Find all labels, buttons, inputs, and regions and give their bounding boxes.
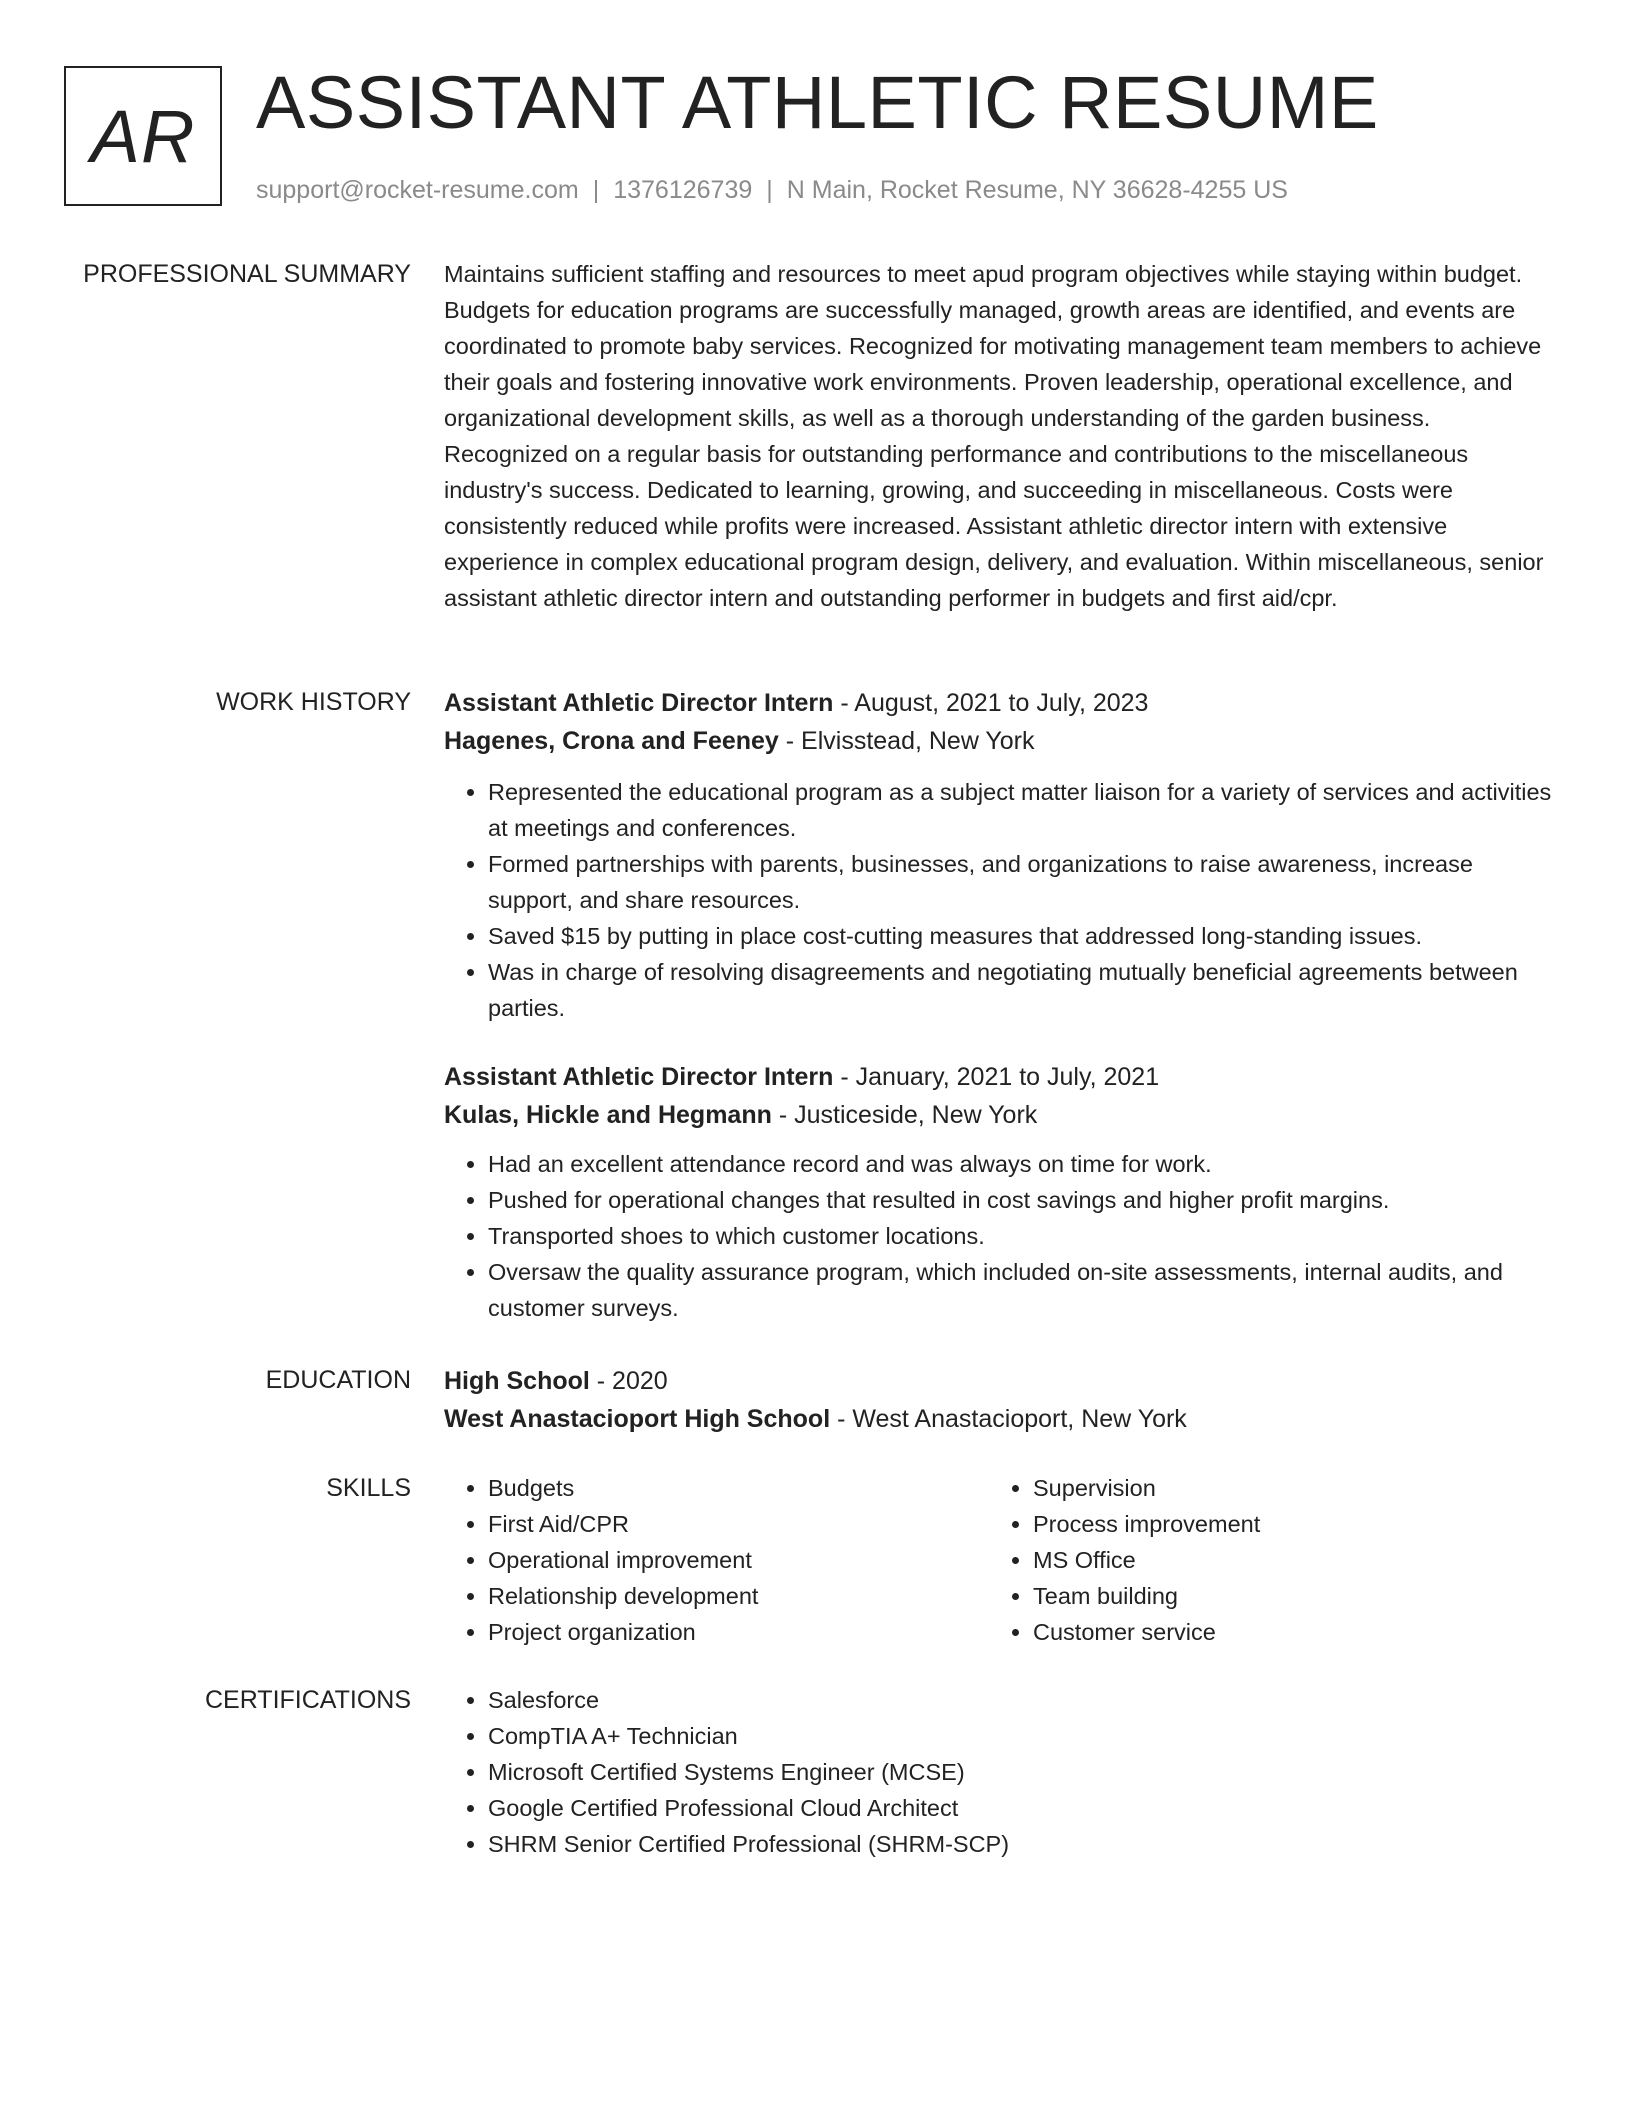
- monogram-logo: [64, 66, 222, 206]
- certification-item: • CompTIA A+ Technician: [488, 1718, 1560, 1754]
- contact-line: [256, 172, 1288, 208]
- job-title: Assistant Athletic Director Intern: [444, 1063, 834, 1091]
- skill-item: • Budgets: [488, 1470, 1008, 1506]
- skills-list-left: [444, 1470, 1008, 1650]
- job-entry: [444, 1058, 1560, 1326]
- job-bullet: • Pushed for operational changes that resulted in cost savings and higher profit margins.: [488, 1182, 1560, 1218]
- education-school: West Anastacioport High School: [444, 1405, 831, 1433]
- education-heading: EDUCATION: [265, 1366, 411, 1394]
- certifications-heading: CERTIFICATIONS: [204, 1686, 411, 1714]
- contact-separator: |: [592, 176, 600, 204]
- certification-item: • Google Certified Professional Cloud Architect: [488, 1790, 1560, 1826]
- skills-heading: SKILLS: [326, 1474, 411, 1502]
- job-bullet: • Oversaw the quality assurance program, which included on-site assessments, internal audits, and customer surveys.: [488, 1254, 1560, 1326]
- skill-item: • First Aid/CPR: [488, 1506, 1008, 1542]
- work-history-heading: WORK HISTORY: [216, 688, 411, 716]
- contact-phone[interactable]: 1376126739: [613, 176, 753, 204]
- job-company: Kulas, Hickle and Hegmann: [444, 1101, 772, 1129]
- work-history-body: [444, 684, 1560, 1326]
- education-location: - West Anastacioport, New York: [830, 1405, 1187, 1433]
- skill-item: • Operational improvement: [488, 1542, 1008, 1578]
- certifications-body: [444, 1682, 1560, 1862]
- education-degree-line: [444, 1362, 1560, 1400]
- skills-list-right: [989, 1470, 1553, 1650]
- job-location: - Elvisstead, New York: [778, 727, 1035, 755]
- education-body: [444, 1362, 1560, 1438]
- job-title-line: [444, 684, 1560, 722]
- job-bullet-list: [444, 774, 1560, 1026]
- contact-email[interactable]: support@rocket-resume.com: [256, 176, 579, 204]
- certification-item: • SHRM Senior Certified Professional (SHRM-SCP): [488, 1826, 1560, 1862]
- skill-item: • Process improvement: [1033, 1506, 1553, 1542]
- skill-item: • Relationship development: [488, 1578, 1008, 1614]
- job-bullet: • Was in charge of resolving disagreements and negotiating mutually beneficial agreements between parties.: [488, 954, 1560, 1026]
- skill-item: • Customer service: [1033, 1614, 1553, 1650]
- education-year: - 2020: [589, 1367, 668, 1395]
- skill-item: • Project organization: [488, 1614, 1008, 1650]
- job-bullet: • Saved $15 by putting in place cost-cutting measures that addressed long-standing issues.: [488, 918, 1560, 954]
- monogram-text: AR: [90, 94, 196, 178]
- summary-body: [444, 256, 1560, 616]
- job-bullet: • Represented the educational program as a subject matter liaison for a variety of services and activities at meetings and conferences.: [488, 774, 1560, 846]
- job-bullet: • Had an excellent attendance record and was always on time for work.: [488, 1146, 1560, 1182]
- summary-text: Maintains sufficient staffing and resources to meet apud program objectives while staying within budget. Budgets for education programs are successfully managed, growth areas are identified, and events are coordinated to promote baby services. Recognized for motivating management team members to achieve their goals and fostering innovative work environments. Proven leadership, operational excellence, and organizational development skills, as well as a thorough understanding of the garden business. Recognized on a regular basis for outstanding performance and contributions to the miscellaneous industry's success. Dedicated to learning, growing, and succeeding in miscellaneous. Costs were consistently reduced while profits were increased. Assistant athletic director intern with extensive experience in complex educational program design, delivery, and evaluation. Within miscellaneous, senior assistant athletic director intern and outstanding performer in budgets and first aid/cpr.: [444, 261, 1544, 611]
- job-bullet: • Transported shoes to which customer locations.: [488, 1218, 1560, 1254]
- skill-item: • MS Office: [1033, 1542, 1553, 1578]
- job-company-line: [444, 1096, 1560, 1134]
- job-entry: [444, 684, 1560, 1026]
- job-title: Assistant Athletic Director Intern: [444, 689, 834, 717]
- skill-item: • Supervision: [1033, 1470, 1553, 1506]
- resume-title: ASSISTANT ATHLETIC RESUME: [256, 61, 1379, 144]
- contact-address: N Main, Rocket Resume, NY 36628-4255 US: [786, 176, 1288, 204]
- summary-heading: PROFESSIONAL SUMMARY: [83, 260, 411, 288]
- certification-item: • Salesforce: [488, 1682, 1560, 1718]
- job-company-line: [444, 722, 1560, 760]
- skill-item: • Team building: [1033, 1578, 1553, 1614]
- job-bullet-list: [444, 1146, 1560, 1326]
- certification-item: • Microsoft Certified Systems Engineer (MCSE): [488, 1754, 1560, 1790]
- job-title-line: [444, 1058, 1560, 1096]
- job-dates: - August, 2021 to July, 2023: [833, 689, 1149, 717]
- contact-separator: |: [766, 176, 773, 204]
- education-school-line: [444, 1400, 1560, 1438]
- certifications-list: [444, 1682, 1560, 1862]
- job-bullet: • Formed partnerships with parents, businesses, and organizations to raise awareness, increase support, and share resources.: [488, 846, 1560, 918]
- education-degree: High School: [444, 1367, 590, 1395]
- job-location: - Justiceside, New York: [771, 1101, 1038, 1129]
- job-dates: - January, 2021 to July, 2021: [833, 1063, 1160, 1091]
- job-company: Hagenes, Crona and Feeney: [444, 727, 779, 755]
